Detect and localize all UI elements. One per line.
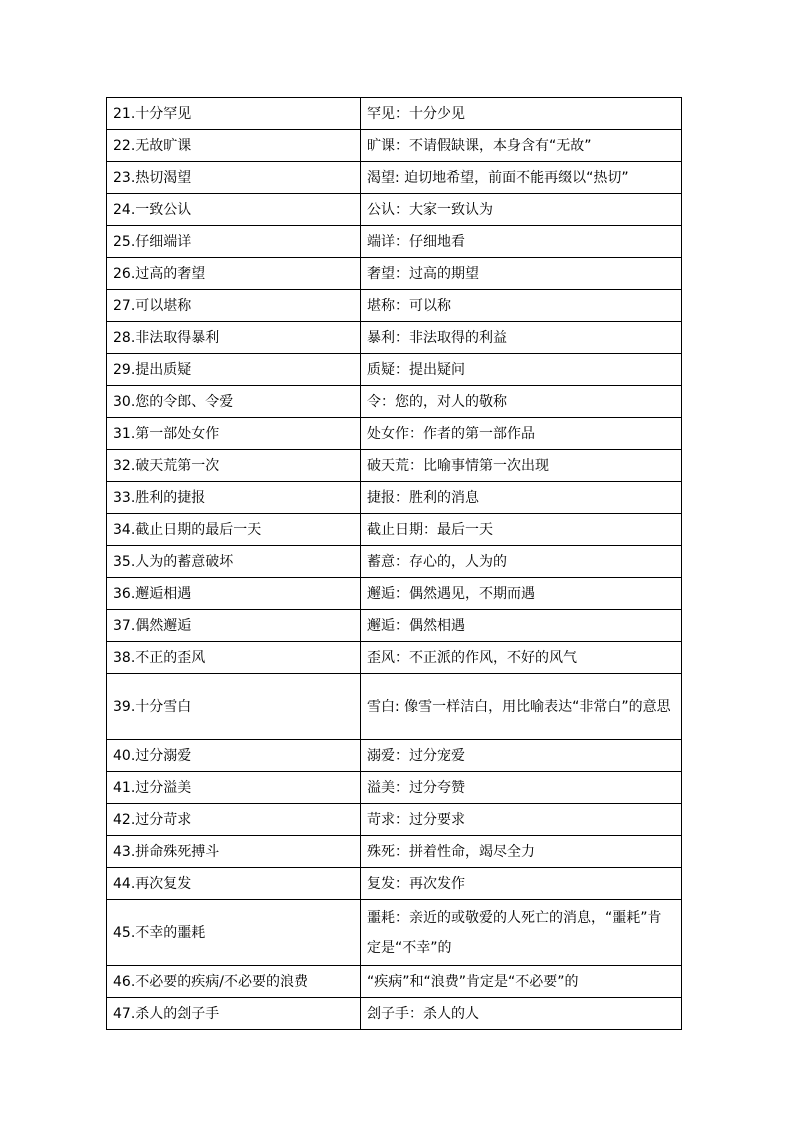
table-row (107, 194, 682, 226)
term-cell: 38.不正的歪风 (107, 642, 361, 674)
table-row (107, 966, 682, 998)
redundancy-gloss-table (106, 97, 682, 1030)
note-cell: 破天荒：比喻事情第一次出现 (361, 450, 682, 482)
note-cell: 截止日期：最后一天 (361, 514, 682, 546)
table-row (107, 290, 682, 322)
table-row (107, 322, 682, 354)
note-cell: 苛求：过分要求 (361, 804, 682, 836)
table-row (107, 162, 682, 194)
term-cell: 35.人为的蓄意破坏 (107, 546, 361, 578)
table-row (107, 868, 682, 900)
term-cell: 44.再次复发 (107, 868, 361, 900)
table-row (107, 450, 682, 482)
term-cell: 23.热切渴望 (107, 162, 361, 194)
note-cell: “疾病”和“浪费”肯定是“不必要”的 (361, 966, 682, 998)
note-cell: 刽子手：杀人的人 (361, 998, 682, 1030)
term-cell: 42.过分苛求 (107, 804, 361, 836)
table-row (107, 514, 682, 546)
table-row (107, 418, 682, 450)
note-cell: 雪白: 像雪一样洁白，用比喻表达“非常白”的意思 (361, 674, 682, 740)
table-row (107, 578, 682, 610)
table-row (107, 546, 682, 578)
note-cell: 殊死：拼着性命，竭尽全力 (361, 836, 682, 868)
table-row (107, 258, 682, 290)
note-cell: 邂逅：偶然相遇 (361, 610, 682, 642)
note-cell: 邂逅：偶然遇见，不期而遇 (361, 578, 682, 610)
table-row (107, 482, 682, 514)
note-cell: 暴利：非法取得的利益 (361, 322, 682, 354)
table-row (107, 804, 682, 836)
term-cell: 46.不必要的疾病/不必要的浪费 (107, 966, 361, 998)
term-cell: 27.可以堪称 (107, 290, 361, 322)
term-cell: 32.破天荒第一次 (107, 450, 361, 482)
note-cell: 蓄意：存心的，人为的 (361, 546, 682, 578)
term-cell: 37.偶然邂逅 (107, 610, 361, 642)
term-cell: 29.提出质疑 (107, 354, 361, 386)
term-cell: 47.杀人的刽子手 (107, 998, 361, 1030)
note-cell: 罕见：十分少见 (361, 98, 682, 130)
table-row (107, 642, 682, 674)
note-cell: 处女作：作者的第一部作品 (361, 418, 682, 450)
table-row (107, 772, 682, 804)
note-cell: 噩耗：亲近的或敬爱的人死亡的消息，“噩耗”肯定是“不幸”的 (361, 900, 682, 966)
table-row (107, 610, 682, 642)
term-cell: 25.仔细端详 (107, 226, 361, 258)
term-cell: 33.胜利的捷报 (107, 482, 361, 514)
note-cell: 旷课：不请假缺课，本身含有“无故” (361, 130, 682, 162)
table-row (107, 130, 682, 162)
note-cell: 复发：再次发作 (361, 868, 682, 900)
note-cell: 溢美：过分夸赞 (361, 772, 682, 804)
table-row (107, 900, 682, 966)
term-cell: 39.十分雪白 (107, 674, 361, 740)
table-row (107, 674, 682, 740)
note-cell: 溺爱：过分宠爱 (361, 740, 682, 772)
note-cell: 歪风：不正派的作风，不好的风气 (361, 642, 682, 674)
note-cell: 公认：大家一致认为 (361, 194, 682, 226)
note-cell: 端详：仔细地看 (361, 226, 682, 258)
term-cell: 45.不幸的噩耗 (107, 900, 361, 966)
term-cell: 30.您的令郎、令爱 (107, 386, 361, 418)
term-cell: 31.第一部处女作 (107, 418, 361, 450)
table-row (107, 98, 682, 130)
term-cell: 22.无故旷课 (107, 130, 361, 162)
note-cell: 渴望: 迫切地希望，前面不能再缀以“热切” (361, 162, 682, 194)
term-cell: 28.非法取得暴利 (107, 322, 361, 354)
term-cell: 40.过分溺爱 (107, 740, 361, 772)
note-cell: 捷报：胜利的消息 (361, 482, 682, 514)
term-cell: 36.邂逅相遇 (107, 578, 361, 610)
note-cell: 堪称：可以称 (361, 290, 682, 322)
note-cell: 奢望：过高的期望 (361, 258, 682, 290)
term-cell: 21.十分罕见 (107, 98, 361, 130)
table-row (107, 354, 682, 386)
term-cell: 41.过分溢美 (107, 772, 361, 804)
note-cell: 质疑：提出疑问 (361, 354, 682, 386)
table-row (107, 740, 682, 772)
table-row (107, 836, 682, 868)
table-row (107, 998, 682, 1030)
term-cell: 43.拼命殊死搏斗 (107, 836, 361, 868)
term-cell: 26.过高的奢望 (107, 258, 361, 290)
term-cell: 24.一致公认 (107, 194, 361, 226)
term-cell: 34.截止日期的最后一天 (107, 514, 361, 546)
table-row (107, 226, 682, 258)
note-cell: 令：您的，对人的敬称 (361, 386, 682, 418)
table-row (107, 386, 682, 418)
